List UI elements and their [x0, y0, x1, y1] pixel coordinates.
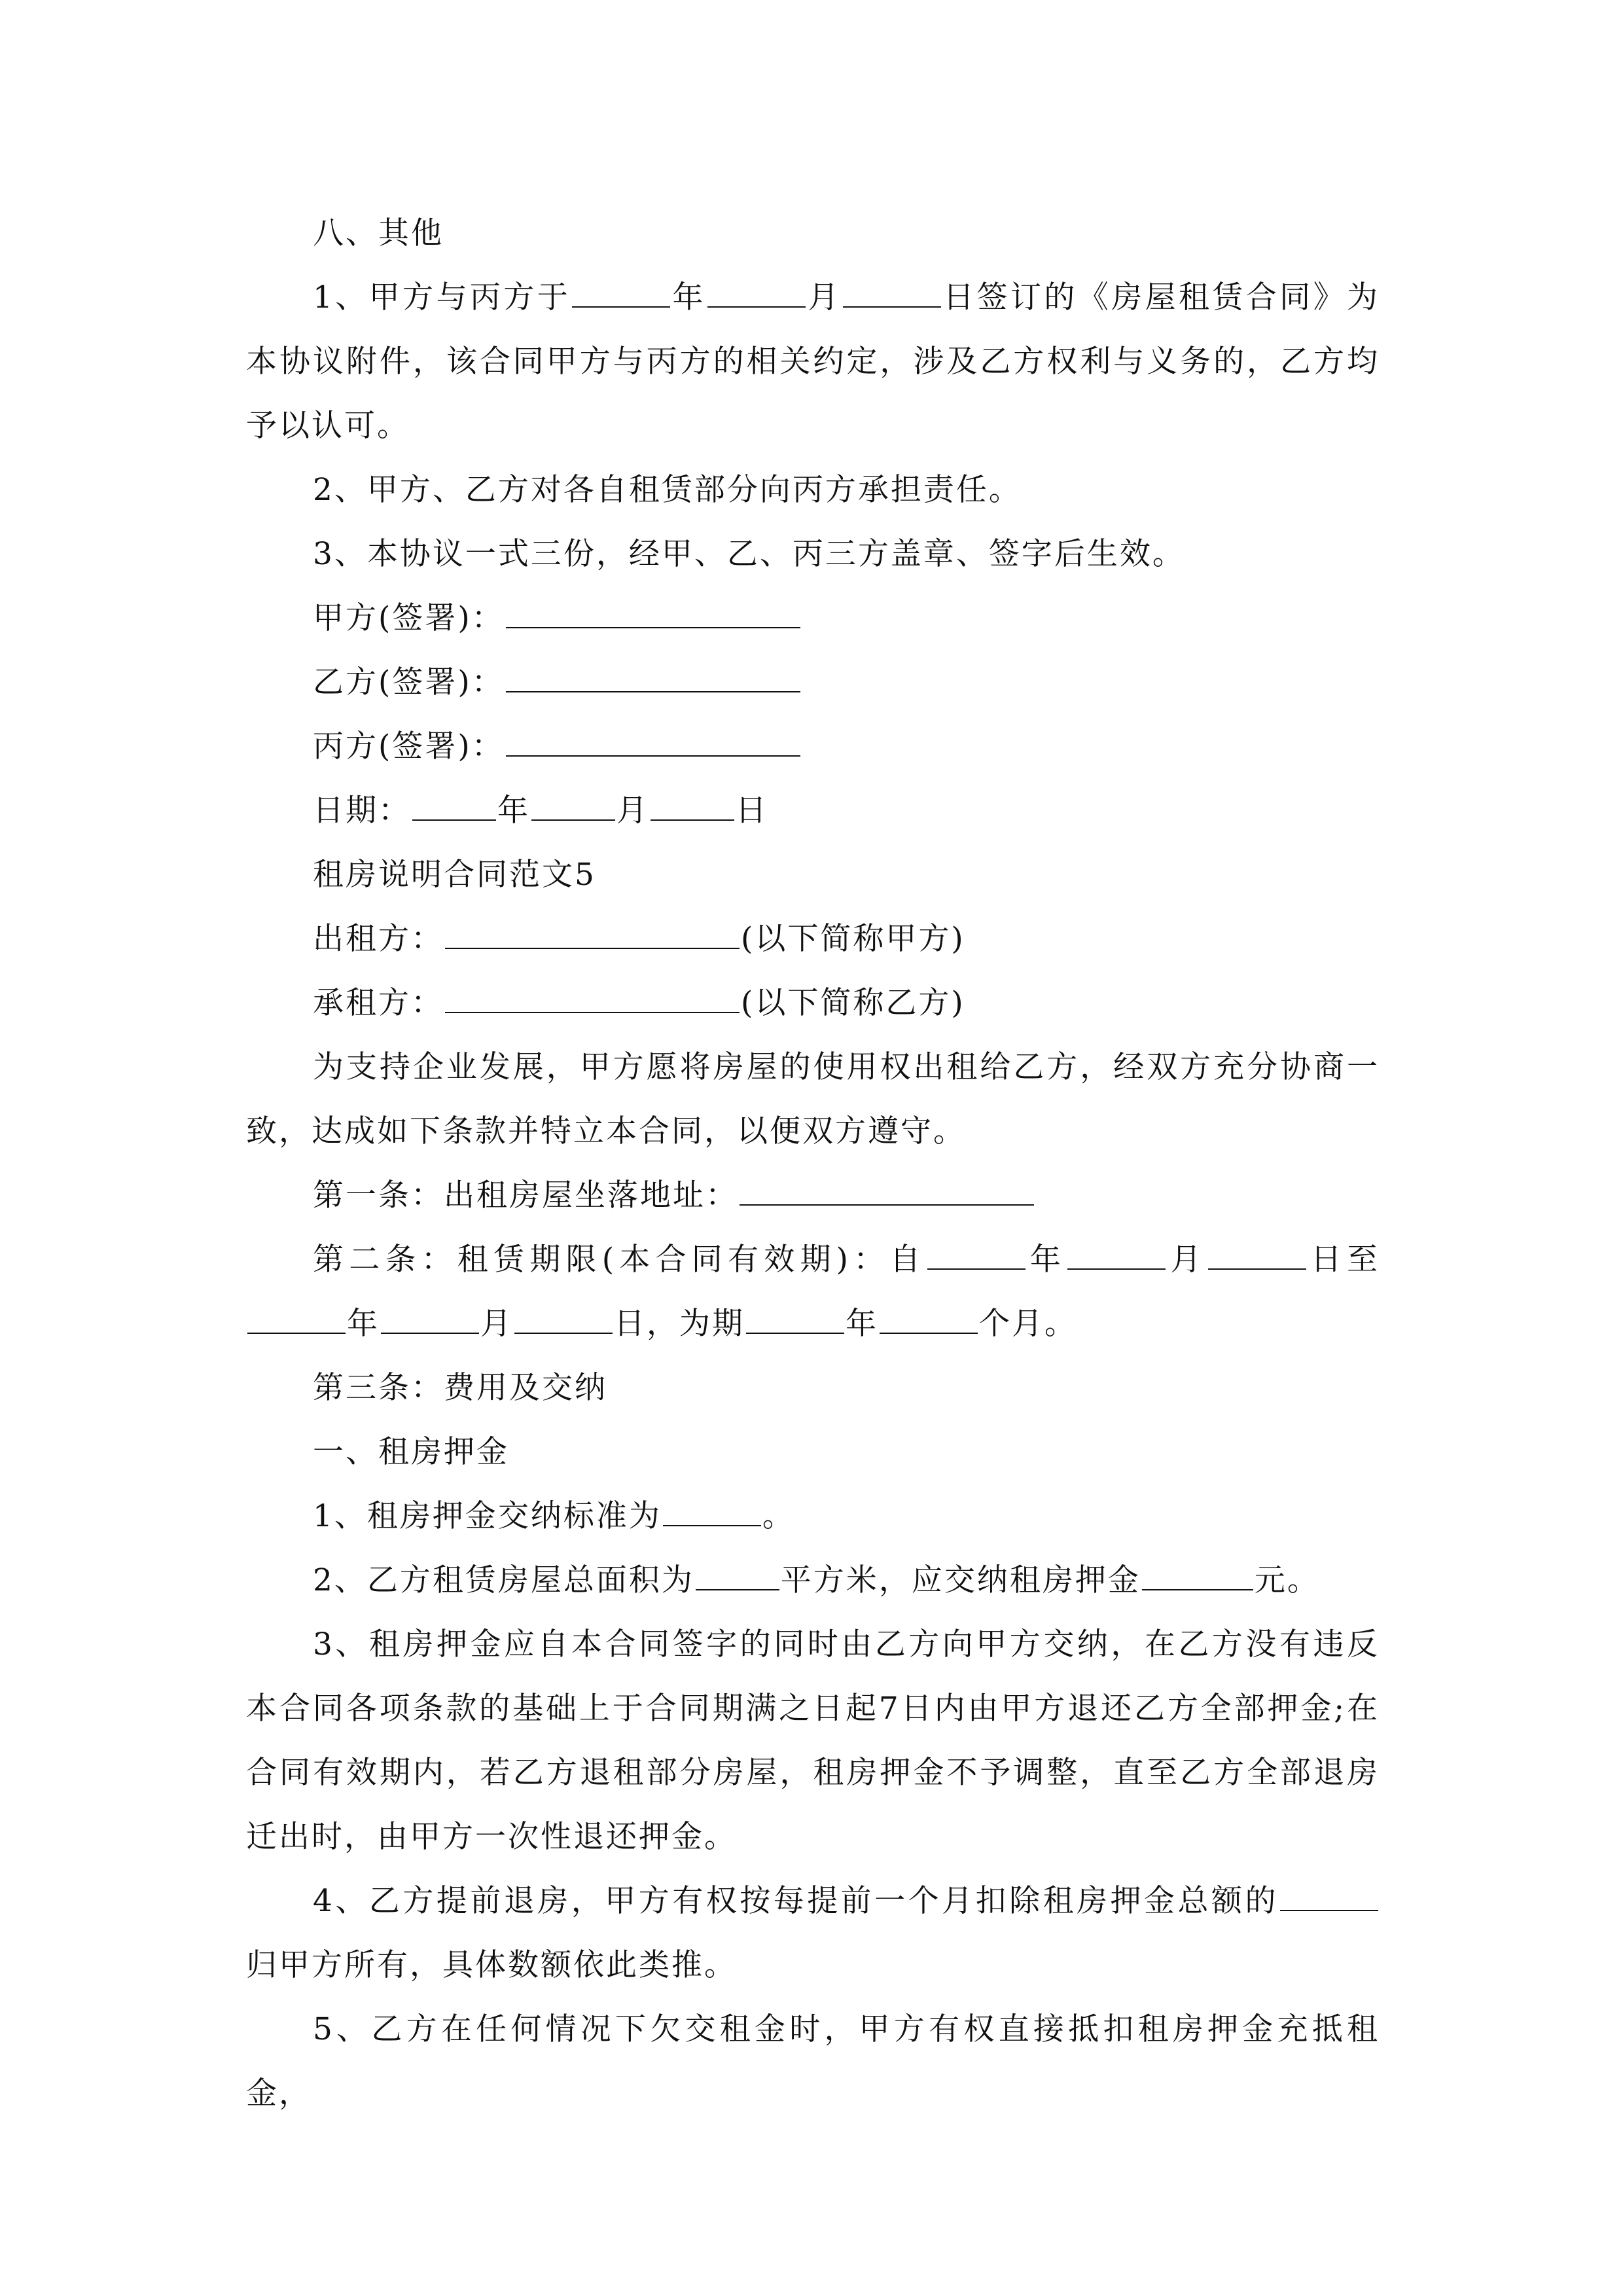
signature-label: 甲方(签署)：: [313, 600, 505, 636]
article-text: 年: [1026, 1242, 1067, 1278]
lessor-label: 出租方：: [313, 921, 444, 957]
blank-line[interactable]: [1208, 1242, 1306, 1270]
blank-line[interactable]: [651, 793, 734, 821]
deposit-clause-5: 5、乙方在任何情况下欠交租金时，甲方有权直接抵扣租房押金充抵租金，: [246, 2011, 1380, 2111]
signature-blank[interactable]: [506, 729, 800, 757]
deposit-clause-4: [246, 1869, 1380, 1998]
clause-8-2: 2、甲方、乙方对各自租赁部分向丙方承担责任。: [313, 472, 1022, 508]
date-text: 日: [736, 793, 768, 829]
date-text: 年: [497, 793, 530, 829]
lessee-label: 承租方：: [313, 985, 444, 1021]
signature-party-b: [246, 651, 1380, 715]
article-text: 年: [347, 1306, 380, 1342]
blank-line[interactable]: [445, 986, 740, 1013]
date-text: 月: [616, 793, 649, 829]
clause-text: 日签订的《房屋租赁合同》为本协议附件，该合同甲方与丙方的相关约定，涉及乙方权利与义务的，乙方均予以认可。: [246, 279, 1380, 444]
article-text: 第一条：出租房屋坐落地址：: [313, 1177, 738, 1213]
signature-party-a: [246, 586, 1380, 651]
blank-line[interactable]: [663, 1499, 761, 1526]
article-3: 第三条：费用及交纳: [313, 1370, 607, 1406]
lessee-line: [246, 971, 1380, 1035]
clause-text: 元。: [1254, 1562, 1320, 1598]
clause-text: 2、乙方租赁房屋总面积为: [313, 1562, 694, 1598]
blank-line[interactable]: [696, 1563, 779, 1590]
clause-text: 平方米，应交纳租房押金: [780, 1562, 1141, 1598]
blank-line[interactable]: [707, 280, 806, 308]
blank-line[interactable]: [1067, 1242, 1166, 1270]
blank-line[interactable]: [740, 1178, 1034, 1206]
clause-text: 1、甲方与丙方于: [313, 279, 571, 315]
lessee-suffix: (以下简称乙方): [741, 985, 965, 1021]
article-text: 日，为期: [614, 1306, 745, 1342]
signature-party-c: [246, 715, 1380, 779]
contract-5-title: 租房说明合同范文5: [313, 857, 596, 893]
deposit-title: 一、租房押金: [313, 1434, 509, 1470]
article-text: 个月。: [979, 1306, 1077, 1342]
blank-line[interactable]: [514, 1306, 613, 1334]
blank-line[interactable]: [746, 1306, 844, 1334]
article-text: 月: [480, 1306, 513, 1342]
date-label: 日期：: [313, 793, 411, 829]
blank-line[interactable]: [412, 793, 496, 821]
clause-text: 。: [762, 1498, 795, 1534]
article-text: 年: [846, 1306, 878, 1342]
article-text: 月: [1167, 1242, 1207, 1278]
section-8-title: 八、其他: [313, 215, 444, 251]
blank-line[interactable]: [843, 280, 941, 308]
intro-paragraph: 为支持企业发展，甲方愿将房屋的使用权出租给乙方，经双方充分协商一致，达成如下条款并特立本合同，以便双方遵守。: [246, 1049, 1380, 1149]
signature-label: 乙方(签署)：: [313, 664, 505, 700]
clause-text: 1、租房押金交纳标准为: [313, 1498, 662, 1534]
blank-line[interactable]: [531, 793, 615, 821]
clause-text: 年: [671, 279, 706, 315]
clause-8-1: [246, 266, 1380, 458]
signature-label: 丙方(签署)：: [313, 728, 505, 764]
clause-text: 4、乙方提前退房，甲方有权按每提前一个月扣除租房押金总额的: [313, 1883, 1279, 1919]
article-1: [246, 1164, 1380, 1228]
article-text: 第二条：租赁期限(本合同有效期)：自: [313, 1242, 926, 1278]
deposit-clause-3: 3、租房押金应自本合同签字的同时由乙方向甲方交纳，在乙方没有违反本合同各项条款的基础上于合同期满之日起7日内由甲方退还乙方全部押金;在合同有效期内，若乙方退租部分房屋，租房押金不予调整，直至乙方全部退房迁出时，由甲方一次性退还押金。: [246, 1626, 1380, 1855]
clause-8-3: 3、本协议一式三份，经甲、乙、丙三方盖章、签字后生效。: [313, 536, 1185, 572]
blank-line[interactable]: [572, 280, 670, 308]
signature-blank[interactable]: [506, 601, 800, 628]
blank-line[interactable]: [880, 1306, 978, 1334]
clause-text: 归甲方所有，具体数额依此类推。: [246, 1947, 737, 1983]
blank-line[interactable]: [1142, 1563, 1253, 1590]
blank-line[interactable]: [381, 1306, 479, 1334]
deposit-clause-1: [246, 1484, 1380, 1549]
article-2: [246, 1228, 1380, 1356]
deposit-clause-2: [246, 1549, 1380, 1613]
blank-line[interactable]: [927, 1242, 1026, 1270]
lessor-suffix: (以下简称甲方): [741, 921, 965, 957]
article-text: 日至: [1307, 1242, 1380, 1278]
blank-line[interactable]: [1280, 1884, 1378, 1911]
blank-line[interactable]: [247, 1306, 346, 1334]
lessor-line: [246, 907, 1380, 971]
blank-line[interactable]: [445, 922, 740, 949]
clause-text: 月: [806, 279, 842, 315]
signature-blank[interactable]: [506, 665, 800, 692]
date-line: [246, 779, 1380, 843]
